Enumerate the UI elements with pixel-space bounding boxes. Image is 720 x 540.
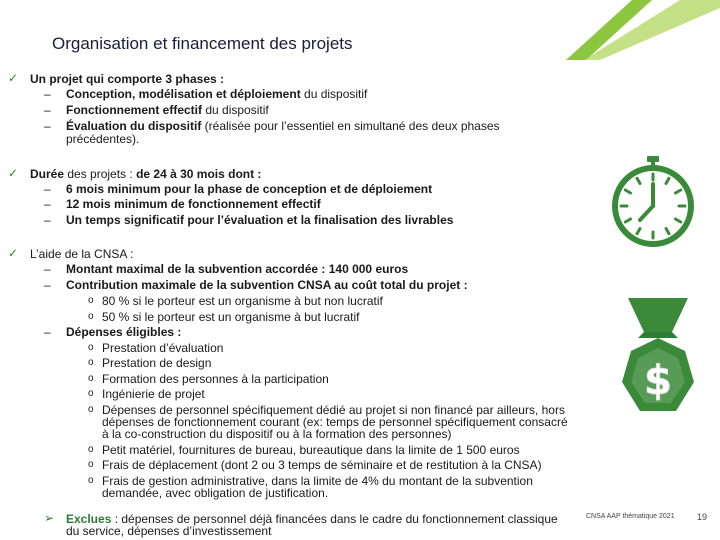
eligible-item: Petit matériel, fournitures de bureau, bureautique dans la limite de 1 500 euros bbox=[102, 443, 520, 457]
eligible-item: Frais de déplacement (dont 2 ou 3 temps de séminaire et de restitution à la CNSA) bbox=[102, 458, 542, 472]
phase-item: Évaluation du dispositif (réalisée pour l’essentiel en simultané des deux phases bbox=[66, 119, 500, 133]
circle-bullet-icon: o bbox=[88, 357, 94, 368]
circle-bullet-icon: o bbox=[88, 295, 94, 306]
dash-icon: – bbox=[44, 182, 51, 196]
duration-item: 12 mois minimum de fonctionnement effectif bbox=[66, 197, 321, 211]
exclusions-continuation: du service, dépenses d’investissement bbox=[66, 524, 272, 538]
circle-bullet-icon: o bbox=[88, 404, 94, 415]
eligible-item: Formation des personnes à la participation bbox=[102, 372, 329, 386]
duration-item: Un temps significatif pour l’évaluation et la finalisation des livrables bbox=[66, 213, 454, 227]
phase-item: Fonctionnement effectif du dispositif bbox=[66, 103, 269, 117]
circle-bullet-icon: o bbox=[88, 373, 94, 384]
section2-heading: Durée des projets : de 24 à 30 mois dont : bbox=[30, 167, 262, 181]
arrow-bullet-icon: ➢ bbox=[44, 511, 55, 525]
contribution-maximale: Contribution maximale de la subvention CNSA au coût total du projet : bbox=[66, 278, 468, 292]
circle-bullet-icon: o bbox=[88, 475, 94, 486]
check-icon: ✓ bbox=[8, 166, 19, 180]
dash-icon: – bbox=[44, 87, 51, 101]
check-icon: ✓ bbox=[8, 246, 19, 260]
dash-icon: – bbox=[44, 262, 51, 276]
circle-bullet-icon: o bbox=[88, 342, 94, 353]
page-title: Organisation et financement des projets bbox=[52, 34, 353, 53]
eligible-item: Frais de gestion administrative, dans la limite de 4% du montant de la subvention bbox=[102, 474, 533, 488]
dash-icon: – bbox=[44, 103, 51, 117]
dash-icon: – bbox=[44, 119, 51, 133]
eligible-item: Ingénierie de projet bbox=[102, 387, 205, 401]
eligible-item: Dépenses de personnel spécifiquement dédié au projet si non financé par ailleurs, hors bbox=[102, 403, 565, 417]
check-icon: ✓ bbox=[8, 71, 19, 85]
clock-icon bbox=[608, 154, 698, 248]
circle-bullet-icon: o bbox=[88, 444, 94, 455]
dash-icon: – bbox=[44, 213, 51, 227]
section3-heading: L’aide de la CNSA : bbox=[30, 247, 134, 261]
circle-bullet-icon: o bbox=[88, 388, 94, 399]
phase-item-continuation: précédentes). bbox=[66, 132, 140, 146]
phase-item: Conception, modélisation et déploiement du dispositif bbox=[66, 87, 368, 101]
eligible-item-continuation: à la co-construction du dispositif ou à la formation des personnes) bbox=[102, 427, 452, 441]
dash-icon: – bbox=[44, 325, 51, 339]
dollar-sign: $ bbox=[644, 358, 672, 404]
circle-bullet-icon: o bbox=[88, 311, 94, 322]
page-number: 19 bbox=[697, 512, 708, 522]
montant-maximal: Montant maximal de la subvention accordée : 140 000 euros bbox=[66, 262, 409, 276]
duration-item: 6 mois minimum pour la phase de conception et de déploiement bbox=[66, 182, 433, 196]
section1-heading: Un projet qui comporte 3 phases : bbox=[30, 72, 225, 86]
percentage-item: 80 % si le porteur est un organisme à but non lucratif bbox=[102, 294, 383, 308]
eligible-item: Prestation d’évaluation bbox=[102, 341, 224, 355]
eligible-item: Prestation de design bbox=[102, 356, 212, 370]
exclusions: Exclues : dépenses de personnel déjà financées dans le cadre du fonctionnement classique bbox=[66, 512, 558, 526]
eligible-item-continuation: demandée, avec obligation de justification. bbox=[102, 486, 329, 500]
dash-icon: – bbox=[44, 278, 51, 292]
dash-icon: – bbox=[44, 197, 51, 211]
dollar-medal-icon bbox=[618, 298, 698, 430]
footer-label: CNSA AAP thématique 2021 bbox=[586, 513, 675, 520]
depenses-eligibles: Dépenses éligibles : bbox=[66, 325, 182, 339]
eligible-item-continuation: dépenses de fonctionnement courant (ex: temps de personnel spécifiquement consacré bbox=[102, 415, 568, 429]
percentage-item: 50 % si le porteur est un organisme à but lucratif bbox=[102, 310, 360, 324]
circle-bullet-icon: o bbox=[88, 459, 94, 470]
